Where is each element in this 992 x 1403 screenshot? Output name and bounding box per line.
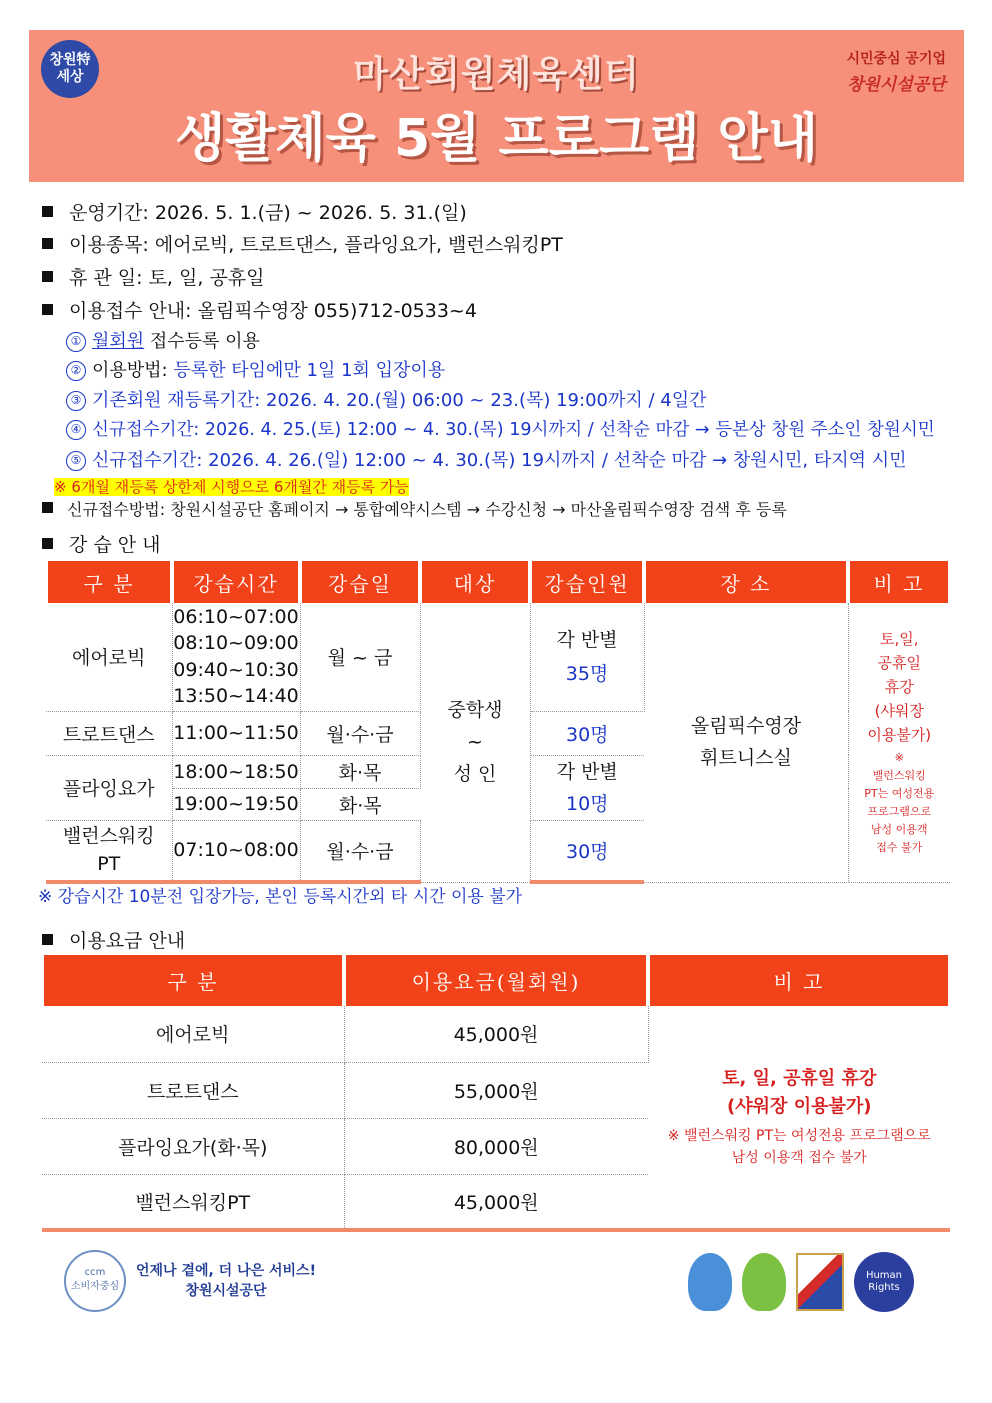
program-name: 플라잉요가 [46,755,172,820]
footer-slogan: 언제나 곁에, 더 나은 서비스! 창원시설공단 [136,1263,316,1299]
fee-remark-cell: 토, 일, 공휴일 휴강 (샤워장 이용불가) ※ 밸런스워킹 PT는 여성전용 프로그램으로 남성 이용객 접수 불가 [648,1006,950,1230]
program-name: 트로트댄스 [46,711,172,755]
class-note: ※ 강습시간 10분전 입장가능, 본인 등록시간외 타 시간 이용 불가 [38,887,523,907]
info-closed-days: 휴 관 일: 토, 일, 공휴일 [42,263,265,290]
certification-badge-icon [796,1253,844,1311]
mascot-icon [688,1253,732,1311]
corporation-name: 창원시설공단 [846,75,946,95]
header-banner [29,30,964,182]
footer-ccm [64,1250,316,1312]
place-cell: 올림픽수영장 휘트니스실 [644,603,848,882]
note-4: ④ 신규접수기간: 2026. 4. 25.(토) 12:00 ~ 4. 30.(목) 19시까지 / 선착순 마감 → 등본상 창원 주소인 창원시민 [66,416,935,441]
info-method: 신규접수방법: 창원시설공단 홈페이지 → 통합예약시스템 → 수강신청 → 마산올림픽수영장 검색 후 등록 [42,497,787,520]
table-row: 트로트댄스 11:00~11:50 월·수·금 30명 [46,711,950,755]
table-row: 에어로빅 45,000원 토, 일, 공휴일 휴강 (샤워장 이용불가) ※ 밸런스워킹 PT는 여성전용 프로그램으로 남성 이용객 접수 불가 [42,1006,950,1062]
city-logo-text: 창원特 세상 [49,52,91,85]
info-programs: 이용종목: 에어로빅, 트로트댄스, 플라잉요가, 밸런스워킹PT [42,230,563,257]
center-name: 마산회원체육센터 [353,54,640,95]
time-list: 06:10~07:00 08:10~09:00 09:40~10:30 13:50~14:40 [172,603,300,711]
bullet-square-icon [42,502,53,513]
fee-table-header: 구 분 이용요금(월회원) 비 고 [42,955,950,1006]
bullet-square-icon [42,206,53,217]
table-row: 19:00~19:50 화·목 [46,788,950,820]
info-period: 운영기간: 2026. 5. 1.(금) ~ 2026. 5. 31.(일) [42,198,467,225]
class-table [44,561,952,884]
note-1: ① 월회원 접수등록 이용 [66,327,260,353]
ccm-badge-icon: ccm 소비자중심 [64,1250,126,1312]
note-5: ⑤ 신규접수기간: 2026. 4. 26.(일) 12:00 ~ 4. 30.(목) 19시까지 / 선착순 마감 → 창원시민, 타지역 시민 [66,446,907,472]
warning-note: ※ 6개월 재등록 상한제 시행으로 6개월간 재등록 가능 [54,478,409,496]
page-title: 생활체육 5월 프로그램 안내 [174,109,819,169]
bullet-square-icon [42,538,53,549]
target-cell: 중학생 ~ 성 인 [420,603,530,882]
fee-table [40,955,952,1232]
table-row: 트로트댄스 55,000원 [42,1062,950,1118]
program-name: 밸런스워킹 PT [46,820,172,882]
bullet-square-icon [42,934,53,945]
class-table-header: 구 분 강습시간 강습일 대상 강습인원 장 소 비 고 [46,561,950,603]
bullet-square-icon [42,304,53,315]
table-row: 밸런스워킹PT 45,000원 [42,1174,950,1230]
info-registration: 이용접수 안내: 올림픽수영장 055)712-0533~4 [42,296,477,323]
section-class-title: 강 습 안 내 [42,530,161,557]
table-row: 밸런스워킹 PT 07:10~08:00 월·수·금 30명 [46,820,950,882]
bullet-square-icon [42,271,53,282]
corporation-slogan: 시민중심 공기업 [846,51,946,67]
mascot-icon [742,1253,786,1311]
corporation-logo [846,48,946,95]
note-2: ② 이용방법: 등록한 타임에만 1일 1회 입장이용 [66,356,445,382]
table-row: 플라잉요가 18:00~18:50 화·목 각 반별 10명 [46,755,950,788]
class-days: 월 ~ 금 [300,603,420,711]
section-fee-title: 이용요금 안내 [42,926,185,953]
capacity-cell: 각 반별 35명 [530,603,644,711]
program-name: 에어로빅 [46,603,172,711]
remark-cell: 토,일, 공휴일 휴강 (샤워장 이용불가) ※ 밸런스워킹 PT는 여성전용 프로그램으로 남성 이용객 접수 불가 [848,603,950,882]
human-rights-badge-icon: Human Rights [854,1252,914,1312]
table-row [46,603,950,711]
capacity-cell: 각 반별 10명 [530,755,644,820]
bullet-square-icon [42,238,53,249]
footer-badges [688,1252,914,1312]
table-row: 플라잉요가(화·목) 80,000원 [42,1118,950,1174]
note-3: ③ 기존회원 재등록기간: 2026. 4. 20.(월) 06:00 ~ 23.(목) 19:00까지 / 4일간 [66,386,707,412]
